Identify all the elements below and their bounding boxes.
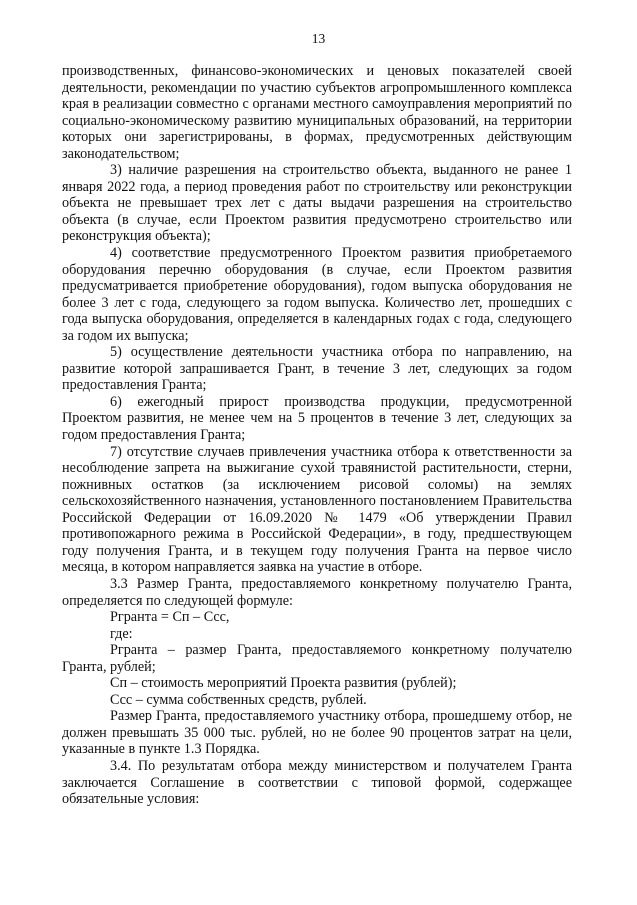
formula-definition-sss: Ссс – сумма собственных средств, рублей. xyxy=(110,691,367,708)
formula-line: Ргранта = Сп – Ссс, xyxy=(110,609,230,626)
paragraph-item-5: 5) осуществление деятельности участника отбора по направлению, на развитие которой запрашивается Грант, в течение 3 лет, следующих за годом предоставления Гранта; xyxy=(62,344,572,394)
formula-where: где: xyxy=(110,625,133,642)
paragraph-item-7: 7) отсутствие случаев привлечения участника отбора к ответственности за несоблюдение запрета на выжигание сухой травянистой растительности, стерни, пожнивных остатков (за исключением рисовой соломы) на землях сельскохозяйственного назначения, установленного постановлением Правительства Российской Федерации от 16.09.2020 № 1479 «Об утверждении Правил противопожарного режима в Российской Федерации», в году, предшествующем году получения Гранта, и в текущем году получения Гранта на первое число месяца, в котором направляется заявка на участие в отборе. xyxy=(62,443,572,576)
paragraph-item-6: 6) ежегодный прирост производства продукции, предусмотренной Проектом развития, не менее чем на 5 процентов в течение 3 лет, следующих за годом предоставления Гранта; xyxy=(62,393,572,444)
paragraph-item-4: 4) соответствие предусмотренного Проектом развития приобретаемого оборудования перечню оборудования (в случае, если Проектом развития предусматривается приобретение оборудования), годом выпуска оборудования не более 3 лет с года, следующего за годом выпуска. Количество лет, прошедших с года выпуска оборудования, определяется в календарных годах с года, следующего за годом их выпуска; xyxy=(62,245,572,344)
document-body xyxy=(62,63,572,808)
paragraph-grant-limit: Размер Гранта, предоставляемого участнику отбора, прошедшему отбор, не должен превышать 35 000 тыс. рублей, но не более 90 процентов затрат на цели, указанные в пункте 1.3 Порядка. xyxy=(62,708,572,758)
paragraph-continuation: производственных, финансово-экономических и ценовых показателей своей деятельности, рекомендации по участию субъектов агропромышленного комплекса края в реализации совместно с органами местного самоуправления мероприятий по социально-экономическому развитию муниципальных образований, на территории которых они зарегистрированы, в формах, предусмотренных действующим законодательством; xyxy=(62,63,572,162)
paragraph-item-3: 3) наличие разрешения на строительство объекта, выданного не ранее 1 января 2022 года, а период проведения работ по строительству или реконструкции объекта не превышает трех лет с даты выдачи разрешения на строительство объекта (в случае, если Проектом развития предусмотрено строительство или реконструкция объекта); xyxy=(62,162,572,245)
paragraph-section-3-3: 3.3 Размер Гранта, предоставляемого конкретному получателю Гранта, определяется по следующей формуле: xyxy=(62,575,572,609)
formula-definition-sp: Сп – стоимость мероприятий Проекта развития (рублей); xyxy=(110,675,457,692)
page-number: 13 xyxy=(311,31,326,46)
formula-definition-rgranta: Ргранта – размер Гранта, предоставляемого конкретному получателю Гранта, рублей; xyxy=(62,642,572,675)
paragraph-section-3-4: 3.4. По результатам отбора между министерством и получателем Гранта заключается Соглашение в соответствии с типовой формой, содержащее обязательные условия: xyxy=(62,757,572,808)
